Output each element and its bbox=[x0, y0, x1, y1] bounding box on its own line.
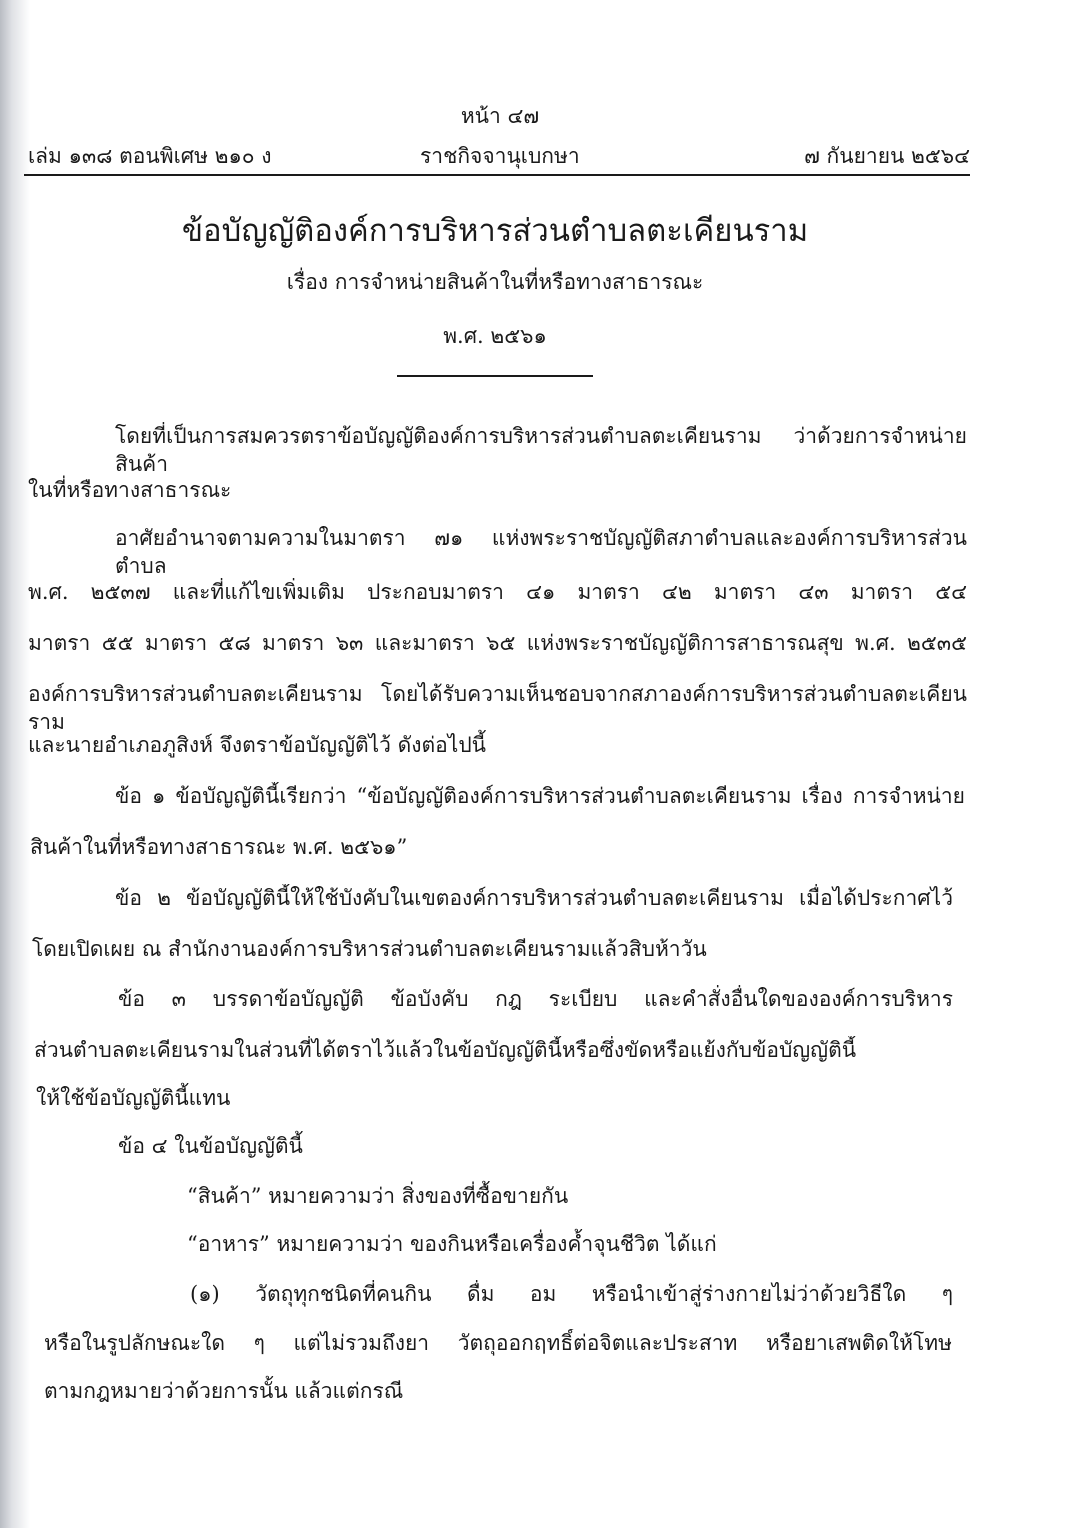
title-divider bbox=[397, 375, 593, 377]
body-line: ให้ใช้ข้อบัญญัตินี้แทน bbox=[36, 1086, 231, 1110]
gazette-name: ราชกิจจานุเบกษา bbox=[420, 144, 580, 168]
body-line: สินค้าในที่หรือทางสาธารณะ พ.ศ. ๒๕๖๑” bbox=[30, 835, 408, 859]
body-line: หรือในรูปลักษณะใด ๆ แต่ไม่รวมถึงยา วัตถุออกฤทธิ์ต่อจิตและประสาท หรือยาเสพติดให้โทษ bbox=[44, 1331, 952, 1355]
page-number: หน้า ๔๗ bbox=[460, 104, 540, 128]
document-title: ข้อบัญญัติองค์การบริหารส่วนตำบลตะเคียนราม bbox=[181, 213, 809, 249]
body-line: ข้อ ๓ บรรดาข้อบัญญัติ ข้อบังคับ กฎ ระเบียบ และคำสั่งอื่นใดขององค์การบริหาร bbox=[118, 987, 953, 1011]
body-line: ข้อ ๒ ข้อบัญญัตินี้ให้ใช้บังคับในเขตองค์การบริหารส่วนตำบลตะเคียนราม เมื่อได้ประกาศไว้ bbox=[115, 886, 953, 910]
body-line: ส่วนตำบลตะเคียนรามในส่วนที่ได้ตราไว้แล้วในข้อบัญญัตินี้หรือซึ่งขัดหรือแย้งกับข้อบัญญัตินี้ bbox=[34, 1038, 857, 1062]
document-subject: เรื่อง การจำหน่ายสินค้าในที่หรือทางสาธารณะ bbox=[286, 270, 704, 294]
volume-info: เล่ม ๑๓๘ ตอนพิเศษ ๒๑๐ ง bbox=[28, 144, 272, 168]
body-line: “สินค้า” หมายความว่า สิ่งของที่ซื้อขายกัน bbox=[187, 1184, 569, 1208]
body-line: อาศัยอำนาจตามความในมาตรา ๗๑ แห่งพระราชบัญญัติสภาตำบลและองค์การบริหารส่วนตำบล bbox=[115, 526, 967, 578]
body-line: โดยที่เป็นการสมควรตราข้อบัญญัติองค์การบริหารส่วนตำบลตะเคียนราม ว่าด้วยการจำหน่ายสินค้า bbox=[115, 424, 967, 476]
body-line: ข้อ ๔ ในข้อบัญญัตินี้ bbox=[118, 1134, 303, 1158]
publication-date: ๗ กันยายน ๒๕๖๔ bbox=[804, 144, 970, 168]
header-divider bbox=[24, 174, 970, 176]
body-line: โดยเปิดเผย ณ สำนักงานองค์การบริหารส่วนตำบลตะเคียนรามแล้วสิบห้าวัน bbox=[32, 937, 707, 961]
document-year: พ.ศ. ๒๕๖๑ bbox=[443, 324, 547, 348]
body-line: องค์การบริหารส่วนตำบลตะเคียนราม โดยได้รับความเห็นชอบจากสภาองค์การบริหารส่วนตำบลตะเคียนราม bbox=[28, 682, 967, 734]
body-line: มาตรา ๕๕ มาตรา ๕๘ มาตรา ๖๓ และมาตรา ๖๕ แห่งพระราชบัญญัติการสาธารณสุข พ.ศ. ๒๕๓๕ bbox=[28, 631, 967, 655]
body-line: ข้อ ๑ ข้อบัญญัตินี้เรียกว่า “ข้อบัญญัติองค์การบริหารส่วนตำบลตะเคียนราม เรื่อง การจำหน่าย bbox=[115, 784, 965, 808]
body-line: (๑) วัตถุทุกชนิดที่คนกิน ดื่ม อม หรือนำเข้าสู่ร่างกายไม่ว่าด้วยวิธีใด ๆ bbox=[190, 1282, 953, 1306]
body-line: “อาหาร” หมายความว่า ของกินหรือเครื่องค้ำจุนชีวิต ได้แก่ bbox=[187, 1232, 717, 1256]
body-line: และนายอำเภอภูสิงห์ จึงตราข้อบัญญัติไว้ ดังต่อไปนี้ bbox=[28, 733, 487, 757]
gazette-header bbox=[28, 140, 970, 170]
body-line: ตามกฎหมายว่าด้วยการนั้น แล้วแต่กรณี bbox=[44, 1379, 404, 1403]
body-line: ในที่หรือทางสาธารณะ bbox=[28, 478, 232, 502]
body-line: พ.ศ. ๒๕๓๗ และที่แก้ไขเพิ่มเติม ประกอบมาตรา ๔๑ มาตรา ๔๒ มาตรา ๔๓ มาตรา ๕๔ bbox=[28, 580, 967, 604]
